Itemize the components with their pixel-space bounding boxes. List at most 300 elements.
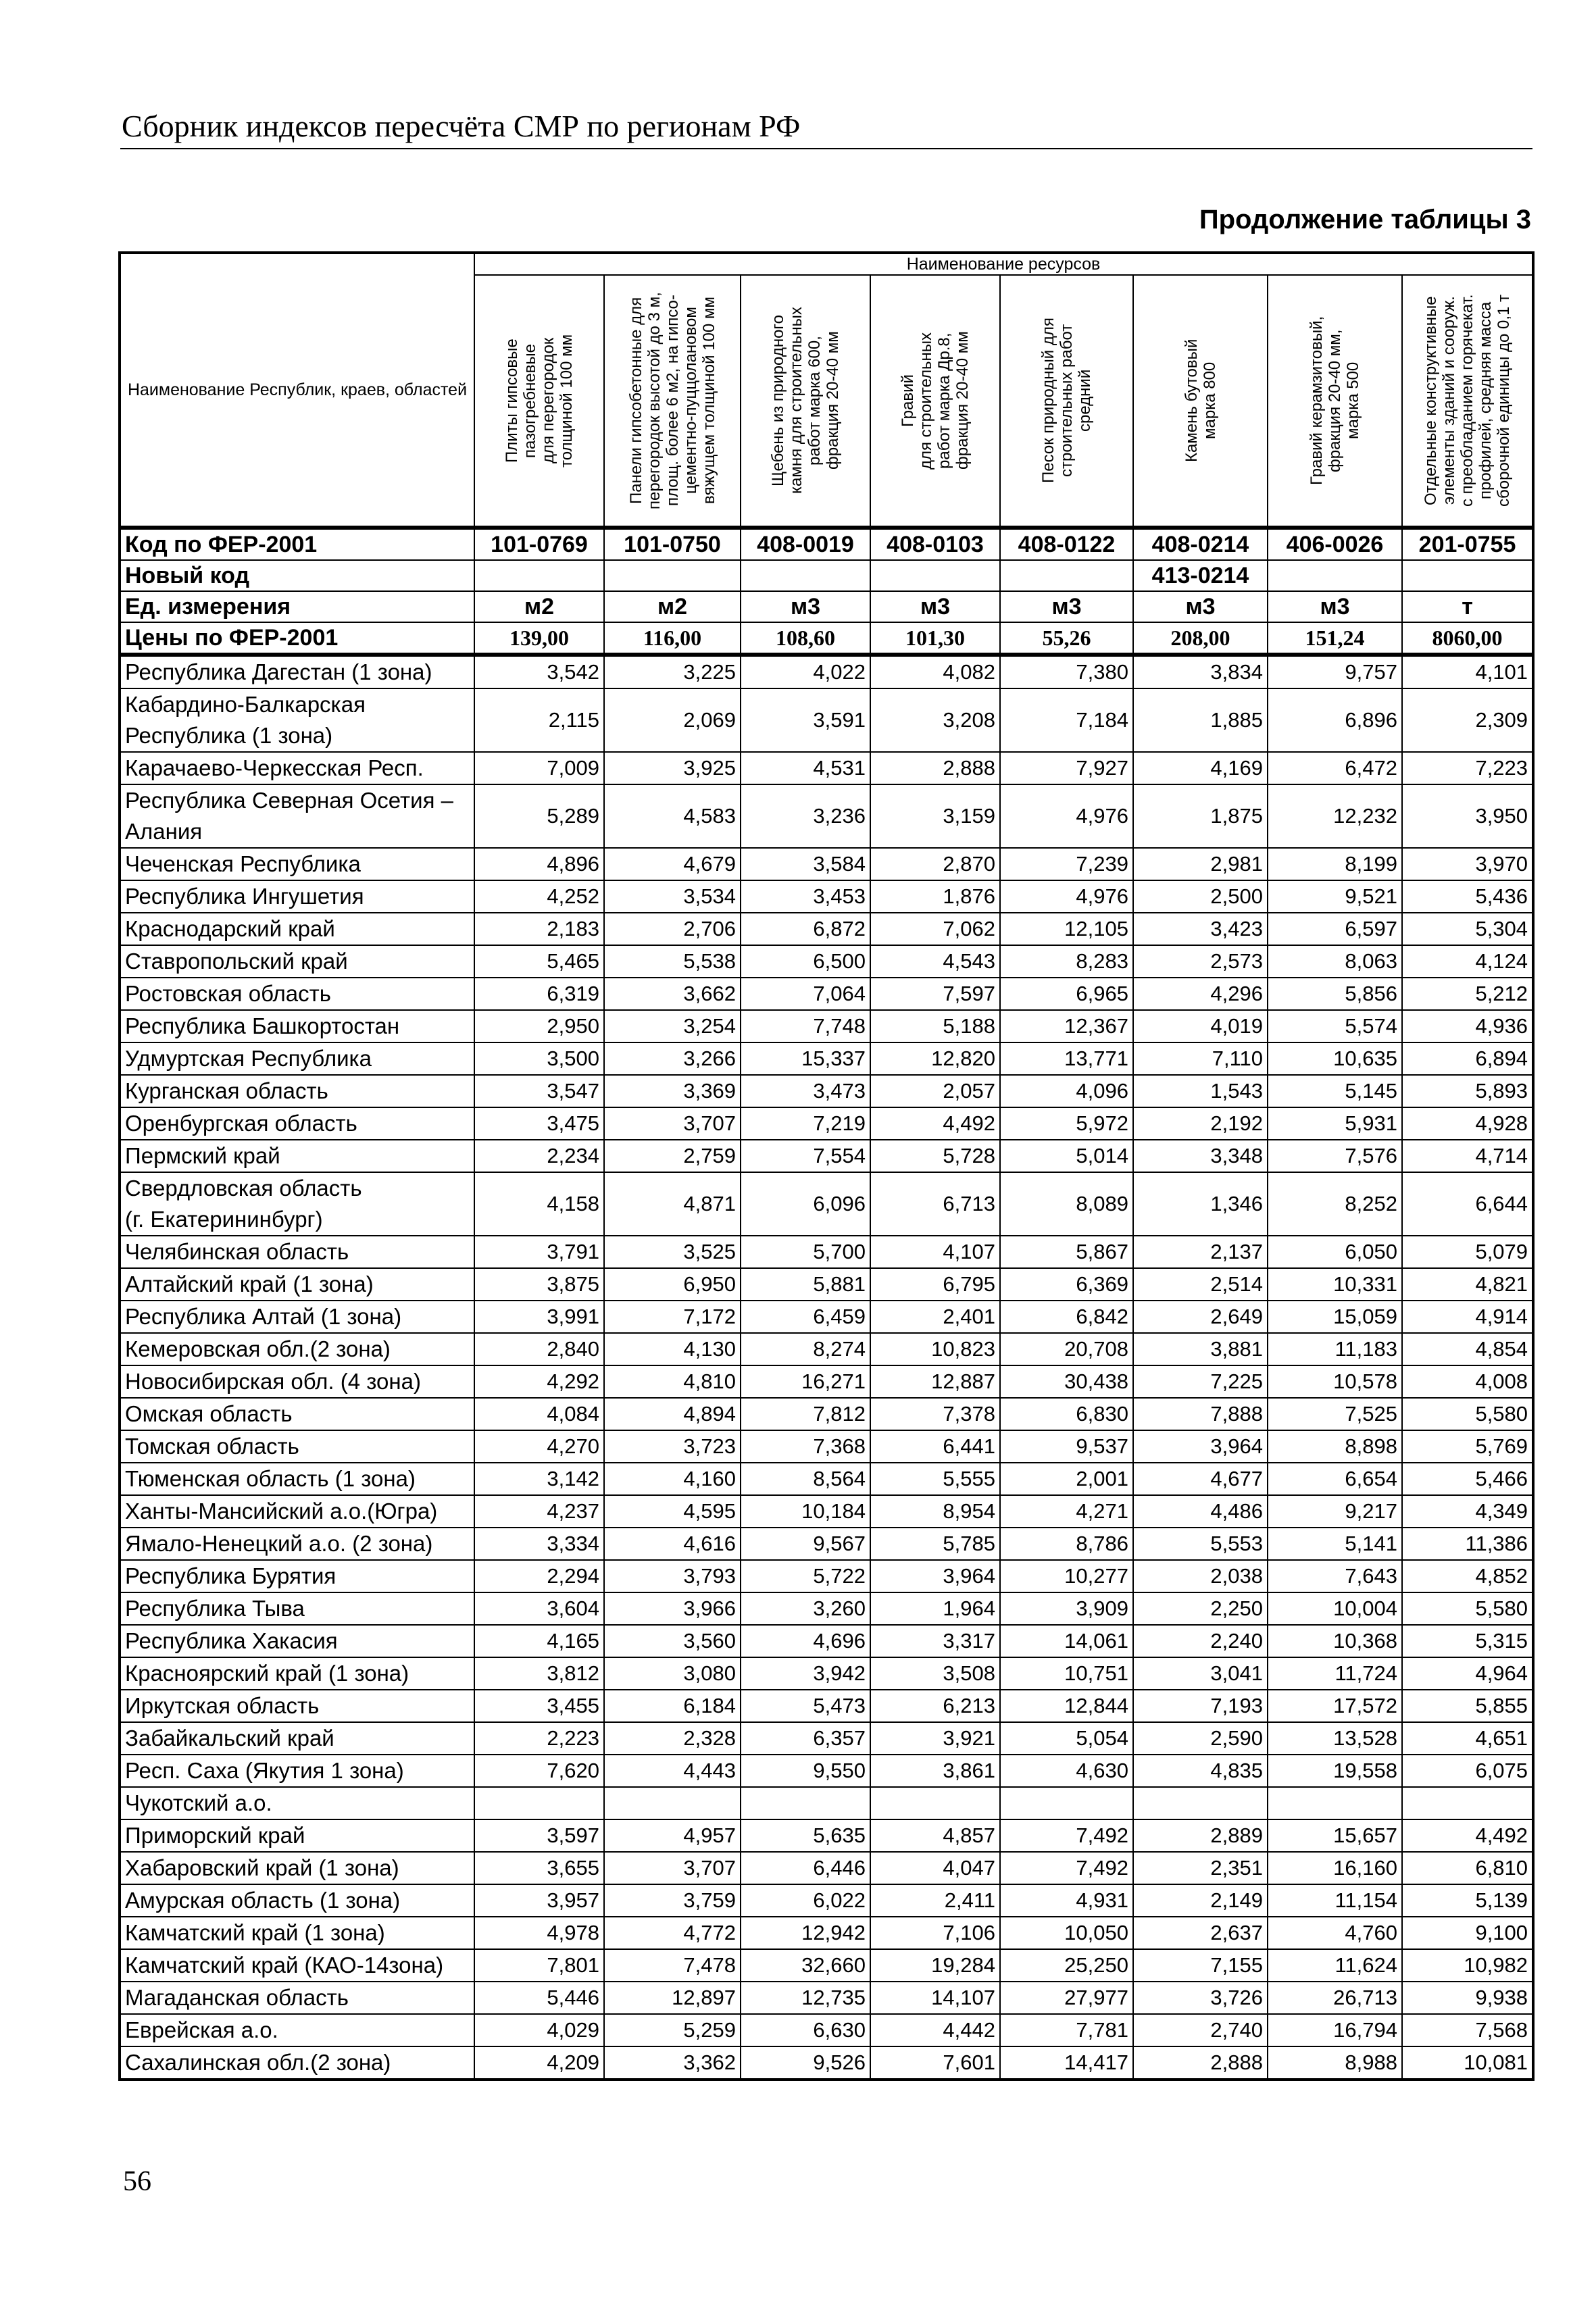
- index-value: 4,492: [870, 1107, 1000, 1140]
- index-value: 6,096: [741, 1172, 870, 1236]
- index-value: 2,950: [474, 1010, 604, 1042]
- index-value: 10,823: [870, 1333, 1000, 1365]
- index-value: 5,465: [474, 945, 604, 978]
- unit-row-cell: т: [1402, 591, 1533, 622]
- index-value: 4,169: [1133, 752, 1268, 784]
- index-value: 8,089: [1000, 1172, 1133, 1236]
- index-value: 3,584: [741, 848, 870, 880]
- region-name: Челябинская область: [120, 1236, 474, 1268]
- index-value: 1,876: [870, 880, 1000, 913]
- index-value: 5,315: [1402, 1625, 1533, 1657]
- index-value: 3,861: [870, 1755, 1000, 1787]
- region-name: Курганская область: [120, 1075, 474, 1107]
- index-value: 16,271: [741, 1365, 870, 1398]
- index-value: 4,976: [1000, 880, 1133, 913]
- table-row: [120, 1010, 1533, 1042]
- table-row: [120, 978, 1533, 1010]
- index-value: 7,219: [741, 1107, 870, 1140]
- resource-name: Гравий для строительных работ марка Др.8, фракция 20-40 мм: [899, 331, 972, 470]
- index-value: 2,590: [1133, 1722, 1268, 1755]
- region-name: Камчатский край (1 зона): [120, 1917, 474, 1949]
- table-row: [120, 1463, 1533, 1495]
- index-value: 3,793: [604, 1560, 741, 1592]
- table-row: [120, 913, 1533, 945]
- index-value: 6,184: [604, 1690, 741, 1722]
- regional-index-table: [118, 251, 1535, 2081]
- index-value: 3,970: [1402, 848, 1533, 880]
- resource-name: Камень бутовый марка 800: [1182, 338, 1219, 463]
- index-value: 3,542: [474, 655, 604, 688]
- price-row-cell: 8060,00: [1402, 622, 1533, 655]
- table-row: [120, 1755, 1533, 1787]
- index-value: 3,991: [474, 1301, 604, 1333]
- index-value: 5,855: [1402, 1690, 1533, 1722]
- index-value: 2,981: [1133, 848, 1268, 880]
- index-value: 7,239: [1000, 848, 1133, 880]
- table-row: [120, 1852, 1533, 1884]
- table-row: [120, 1690, 1533, 1722]
- region-name: Хабаровский край (1 зона): [120, 1852, 474, 1884]
- running-head: Сборник индексов пересчёта СМР по регионам РФ: [122, 109, 801, 143]
- index-value: 4,976: [1000, 784, 1133, 848]
- index-value: 6,894: [1402, 1042, 1533, 1075]
- new-code-row-cell: [604, 560, 741, 591]
- index-value: 3,560: [604, 1625, 741, 1657]
- index-value: 8,283: [1000, 945, 1133, 978]
- index-value: 2,309: [1402, 688, 1533, 752]
- index-value: 9,757: [1268, 655, 1402, 688]
- index-value: 6,500: [741, 945, 870, 978]
- index-value: 10,982: [1402, 1949, 1533, 1982]
- resource-column-header: [474, 275, 604, 528]
- table-row: [120, 1592, 1533, 1625]
- table-row: [120, 1560, 1533, 1592]
- index-value: 2,573: [1133, 945, 1268, 978]
- table-row: [120, 688, 1533, 752]
- region-name: Магаданская область: [120, 1982, 474, 2014]
- index-value: 5,054: [1000, 1722, 1133, 1755]
- index-value: 5,700: [741, 1236, 870, 1268]
- new-code-row-cell: [1402, 560, 1533, 591]
- index-value: 3,791: [474, 1236, 604, 1268]
- resource-column-header: [1000, 275, 1133, 528]
- index-value: 5,972: [1000, 1107, 1133, 1140]
- index-value: 8,564: [741, 1463, 870, 1495]
- index-value: 5,014: [1000, 1140, 1133, 1172]
- index-value: 9,537: [1000, 1430, 1133, 1463]
- index-value: 3,455: [474, 1690, 604, 1722]
- index-value: 7,576: [1268, 1140, 1402, 1172]
- region-name: Томская область: [120, 1430, 474, 1463]
- resource-name: Отдельные конструктивные элементы зданий и сооруж. с преобладанием горячекат. профилей, средняя масса сборочной единицы до 0,1 т: [1422, 294, 1514, 507]
- index-value: 20,708: [1000, 1333, 1133, 1365]
- new-code-row: [120, 560, 1533, 591]
- index-value: 2,870: [870, 848, 1000, 880]
- index-value: 10,368: [1268, 1625, 1402, 1657]
- index-value: 12,942: [741, 1917, 870, 1949]
- index-value: 6,472: [1268, 752, 1402, 784]
- page-number: 56: [123, 2166, 151, 2197]
- index-value: 10,578: [1268, 1365, 1402, 1398]
- index-value: 4,008: [1402, 1365, 1533, 1398]
- region-name: Оренбургская область: [120, 1107, 474, 1140]
- index-value: 16,794: [1268, 2014, 1402, 2046]
- index-value: 3,881: [1133, 1333, 1268, 1365]
- index-value: 3,159: [870, 784, 1000, 848]
- index-value: 7,525: [1268, 1398, 1402, 1430]
- unit-row-label: Ед. измерения: [120, 591, 474, 622]
- index-value: 6,644: [1402, 1172, 1533, 1236]
- index-value: 7,110: [1133, 1042, 1268, 1075]
- table-row: [120, 1172, 1533, 1236]
- index-value: 5,304: [1402, 913, 1533, 945]
- index-value: 4,160: [604, 1463, 741, 1495]
- index-value: 6,713: [870, 1172, 1000, 1236]
- index-value: 4,677: [1133, 1463, 1268, 1495]
- index-value: [1402, 1787, 1533, 1819]
- index-value: 3,473: [741, 1075, 870, 1107]
- index-value: 5,553: [1133, 1528, 1268, 1560]
- index-value: 7,568: [1402, 2014, 1533, 2046]
- index-value: 14,417: [1000, 2046, 1133, 2080]
- region-name: Ханты-Мансийский а.о.(Югра): [120, 1495, 474, 1528]
- code-row-cell: 408-0122: [1000, 528, 1133, 560]
- index-value: 2,069: [604, 688, 741, 752]
- resource-column-header: [870, 275, 1000, 528]
- index-value: 8,954: [870, 1495, 1000, 1528]
- header-row: [120, 253, 1533, 275]
- code-row-cell: 406-0026: [1268, 528, 1402, 560]
- index-value: 4,857: [870, 1819, 1000, 1852]
- index-value: 7,155: [1133, 1949, 1268, 1982]
- resource-column-header: [604, 275, 741, 528]
- index-value: 4,978: [474, 1917, 604, 1949]
- index-value: 5,931: [1268, 1107, 1402, 1140]
- index-value: 1,885: [1133, 688, 1268, 752]
- unit-row-cell: м3: [741, 591, 870, 622]
- table-row: [120, 1042, 1533, 1075]
- table-row: [120, 1140, 1533, 1172]
- index-value: 3,964: [870, 1560, 1000, 1592]
- region-name: Алтайский край (1 зона): [120, 1268, 474, 1301]
- index-value: 7,378: [870, 1398, 1000, 1430]
- resources-header: Наименование ресурсов: [474, 253, 1533, 275]
- index-value: 6,896: [1268, 688, 1402, 752]
- index-value: 5,574: [1268, 1010, 1402, 1042]
- region-name: Пермский край: [120, 1140, 474, 1172]
- unit-row-cell: м2: [474, 591, 604, 622]
- index-value: 7,927: [1000, 752, 1133, 784]
- index-value: 13,528: [1268, 1722, 1402, 1755]
- region-name: Республика Северная Осетия – Алания: [120, 784, 474, 848]
- index-value: 6,830: [1000, 1398, 1133, 1430]
- table-row: [120, 1722, 1533, 1755]
- table-row: [120, 1949, 1533, 1982]
- resource-column-header: [741, 275, 870, 528]
- index-value: 14,107: [870, 1982, 1000, 2014]
- index-value: [1133, 1787, 1268, 1819]
- index-value: 2,706: [604, 913, 741, 945]
- table-row: [120, 1657, 1533, 1690]
- index-value: 7,064: [741, 978, 870, 1010]
- index-value: 3,225: [604, 655, 741, 688]
- index-value: 2,192: [1133, 1107, 1268, 1140]
- index-value: 4,442: [870, 2014, 1000, 2046]
- index-value: 10,184: [741, 1495, 870, 1528]
- table-row: [120, 1268, 1533, 1301]
- index-value: 2,057: [870, 1075, 1000, 1107]
- index-value: 1,543: [1133, 1075, 1268, 1107]
- index-value: 4,124: [1402, 945, 1533, 978]
- price-row-cell: 55,26: [1000, 622, 1133, 655]
- index-value: 13,771: [1000, 1042, 1133, 1075]
- index-value: 4,101: [1402, 655, 1533, 688]
- table-row: [120, 880, 1533, 913]
- index-value: [474, 1787, 604, 1819]
- index-value: 7,620: [474, 1755, 604, 1787]
- index-value: 2,401: [870, 1301, 1000, 1333]
- table-row: [120, 945, 1533, 978]
- price-row-cell: 101,30: [870, 622, 1000, 655]
- index-value: 4,894: [604, 1398, 741, 1430]
- index-value: 4,270: [474, 1430, 604, 1463]
- region-name: Омская область: [120, 1398, 474, 1430]
- region-name: Кабардино-Балкарская Республика (1 зона): [120, 688, 474, 752]
- region-name: Еврейская а.о.: [120, 2014, 474, 2046]
- region-name: Республика Хакасия: [120, 1625, 474, 1657]
- index-value: 6,810: [1402, 1852, 1533, 1884]
- index-value: 3,334: [474, 1528, 604, 1560]
- unit-row: [120, 591, 1533, 622]
- index-value: 3,834: [1133, 655, 1268, 688]
- index-value: [1268, 1787, 1402, 1819]
- index-value: 3,260: [741, 1592, 870, 1625]
- index-value: 4,084: [474, 1398, 604, 1430]
- header-rule: [120, 148, 1532, 149]
- index-value: 12,887: [870, 1365, 1000, 1398]
- index-value: 3,080: [604, 1657, 741, 1690]
- index-value: 5,145: [1268, 1075, 1402, 1107]
- index-value: 8,252: [1268, 1172, 1402, 1236]
- code-row-label: Код по ФЕР-2001: [120, 528, 474, 560]
- index-value: 5,188: [870, 1010, 1000, 1042]
- index-value: 7,801: [474, 1949, 604, 1982]
- table-row: [120, 655, 1533, 688]
- index-value: 10,751: [1000, 1657, 1133, 1690]
- index-value: 5,079: [1402, 1236, 1533, 1268]
- index-value: 30,438: [1000, 1365, 1133, 1398]
- index-value: 8,786: [1000, 1528, 1133, 1560]
- index-value: 3,812: [474, 1657, 604, 1690]
- index-value: 5,728: [870, 1140, 1000, 1172]
- index-value: 6,022: [741, 1884, 870, 1917]
- index-value: 7,368: [741, 1430, 870, 1463]
- index-value: 2,411: [870, 1884, 1000, 1917]
- region-name: Республика Тыва: [120, 1592, 474, 1625]
- index-value: 2,250: [1133, 1592, 1268, 1625]
- index-value: 6,842: [1000, 1301, 1133, 1333]
- region-name: Амурская область (1 зона): [120, 1884, 474, 1917]
- index-value: 4,158: [474, 1172, 604, 1236]
- table-row: [120, 2014, 1533, 2046]
- index-value: 7,492: [1000, 1852, 1133, 1884]
- index-value: 10,050: [1000, 1917, 1133, 1949]
- index-value: 7,223: [1402, 752, 1533, 784]
- index-value: 11,154: [1268, 1884, 1402, 1917]
- index-value: 3,453: [741, 880, 870, 913]
- index-value: 6,369: [1000, 1268, 1133, 1301]
- table-row: [120, 2046, 1533, 2080]
- index-value: 12,232: [1268, 784, 1402, 848]
- index-value: 3,604: [474, 1592, 604, 1625]
- new-code-row-cell: [1268, 560, 1402, 591]
- index-value: 16,160: [1268, 1852, 1402, 1884]
- index-value: 4,531: [741, 752, 870, 784]
- index-value: 4,696: [741, 1625, 870, 1657]
- index-value: 5,555: [870, 1463, 1000, 1495]
- index-value: 1,346: [1133, 1172, 1268, 1236]
- index-value: 4,252: [474, 880, 604, 913]
- index-value: 4,928: [1402, 1107, 1533, 1140]
- table-row: [120, 1398, 1533, 1430]
- unit-row-cell: м3: [1133, 591, 1268, 622]
- index-value: 5,473: [741, 1690, 870, 1722]
- index-value: 4,821: [1402, 1268, 1533, 1301]
- index-value: 4,047: [870, 1852, 1000, 1884]
- new-code-row-cell: [1000, 560, 1133, 591]
- index-value: 3,597: [474, 1819, 604, 1852]
- table-row: [120, 752, 1533, 784]
- index-value: 5,139: [1402, 1884, 1533, 1917]
- table-row: [120, 848, 1533, 880]
- index-value: 4,486: [1133, 1495, 1268, 1528]
- index-value: 10,081: [1402, 2046, 1533, 2080]
- new-code-row-cell: 413-0214: [1133, 560, 1268, 591]
- region-name: Республика Бурятия: [120, 1560, 474, 1592]
- index-value: 9,526: [741, 2046, 870, 2080]
- index-value: 3,662: [604, 978, 741, 1010]
- index-value: 12,367: [1000, 1010, 1133, 1042]
- region-name: Республика Башкортостан: [120, 1010, 474, 1042]
- index-value: 4,165: [474, 1625, 604, 1657]
- region-name: Чеченская Республика: [120, 848, 474, 880]
- unit-row-cell: м3: [1000, 591, 1133, 622]
- index-value: 3,591: [741, 688, 870, 752]
- price-row: [120, 622, 1533, 655]
- index-value: 5,881: [741, 1268, 870, 1301]
- index-value: 7,106: [870, 1917, 1000, 1949]
- index-value: 3,875: [474, 1268, 604, 1301]
- price-row-cell: 116,00: [604, 622, 741, 655]
- index-value: 7,062: [870, 913, 1000, 945]
- region-name-header: Наименование Республик, краев, областей: [120, 253, 474, 528]
- index-value: 11,624: [1268, 1949, 1402, 1982]
- code-row: [120, 528, 1533, 560]
- index-value: 3,957: [474, 1884, 604, 1917]
- index-value: 3,707: [604, 1852, 741, 1884]
- index-value: 2,137: [1133, 1236, 1268, 1268]
- region-name: Республика Ингушетия: [120, 880, 474, 913]
- index-value: 5,538: [604, 945, 741, 978]
- index-value: 2,649: [1133, 1301, 1268, 1333]
- index-value: 2,500: [1133, 880, 1268, 913]
- index-value: 2,759: [604, 1140, 741, 1172]
- index-value: 9,550: [741, 1755, 870, 1787]
- index-value: 8,199: [1268, 848, 1402, 880]
- index-value: 12,105: [1000, 913, 1133, 945]
- index-value: 4,810: [604, 1365, 741, 1398]
- index-value: 10,277: [1000, 1560, 1133, 1592]
- index-value: 3,950: [1402, 784, 1533, 848]
- index-value: 2,888: [870, 752, 1000, 784]
- index-value: 4,107: [870, 1236, 1000, 1268]
- index-value: 4,957: [604, 1819, 741, 1852]
- index-value: 4,443: [604, 1755, 741, 1787]
- table-continuation-title: Продолжение таблицы 3: [1199, 205, 1531, 234]
- code-row-cell: 101-0750: [604, 528, 741, 560]
- index-value: 7,225: [1133, 1365, 1268, 1398]
- price-row-cell: 151,24: [1268, 622, 1402, 655]
- index-value: 3,723: [604, 1430, 741, 1463]
- index-value: 4,130: [604, 1333, 741, 1365]
- index-value: 2,223: [474, 1722, 604, 1755]
- resource-column-header: [1268, 275, 1402, 528]
- region-name: Республика Дагестан (1 зона): [120, 655, 474, 688]
- index-value: 4,630: [1000, 1755, 1133, 1787]
- region-name: Камчатский край (КАО-14зона): [120, 1949, 474, 1982]
- index-value: 6,213: [870, 1690, 1000, 1722]
- index-value: 7,009: [474, 752, 604, 784]
- index-value: 10,331: [1268, 1268, 1402, 1301]
- index-value: 9,217: [1268, 1495, 1402, 1528]
- index-value: 2,001: [1000, 1463, 1133, 1495]
- index-value: 3,966: [604, 1592, 741, 1625]
- code-row-cell: 101-0769: [474, 528, 604, 560]
- index-value: 7,554: [741, 1140, 870, 1172]
- index-value: 4,679: [604, 848, 741, 880]
- index-value: 12,844: [1000, 1690, 1133, 1722]
- new-code-row-label: Новый код: [120, 560, 474, 591]
- index-value: 7,597: [870, 978, 1000, 1010]
- index-value: 4,583: [604, 784, 741, 848]
- index-value: 7,193: [1133, 1690, 1268, 1722]
- index-value: 6,075: [1402, 1755, 1533, 1787]
- index-value: 19,284: [870, 1949, 1000, 1982]
- region-name: Новосибирская обл. (4 зона): [120, 1365, 474, 1398]
- table-row: [120, 1430, 1533, 1463]
- index-value: 4,616: [604, 1528, 741, 1560]
- index-value: 6,319: [474, 978, 604, 1010]
- index-value: 2,351: [1133, 1852, 1268, 1884]
- index-value: 4,349: [1402, 1495, 1533, 1528]
- index-value: 4,760: [1268, 1917, 1402, 1949]
- region-name: Кемеровская обл.(2 зона): [120, 1333, 474, 1365]
- index-value: 15,337: [741, 1042, 870, 1075]
- region-name: Чукотский а.о.: [120, 1787, 474, 1819]
- index-value: 6,050: [1268, 1236, 1402, 1268]
- resource-name: Плиты гипсовые пазогребневые для перегородок толщиной 100 мм: [503, 334, 576, 468]
- resource-name: Панели гипсобетонные для перегородок высотой до 3 м, площ. более 6 м2, на гипсо- цементно-пуццолановом вяжущем толщиной 100 мм: [626, 292, 718, 509]
- index-value: 8,898: [1268, 1430, 1402, 1463]
- index-value: 3,547: [474, 1075, 604, 1107]
- index-value: 3,707: [604, 1107, 741, 1140]
- index-value: 4,896: [474, 848, 604, 880]
- index-value: 2,240: [1133, 1625, 1268, 1657]
- index-value: 3,266: [604, 1042, 741, 1075]
- index-value: [604, 1787, 741, 1819]
- region-name: Свердловская область (г. Екатерининбург): [120, 1172, 474, 1236]
- index-value: 3,525: [604, 1236, 741, 1268]
